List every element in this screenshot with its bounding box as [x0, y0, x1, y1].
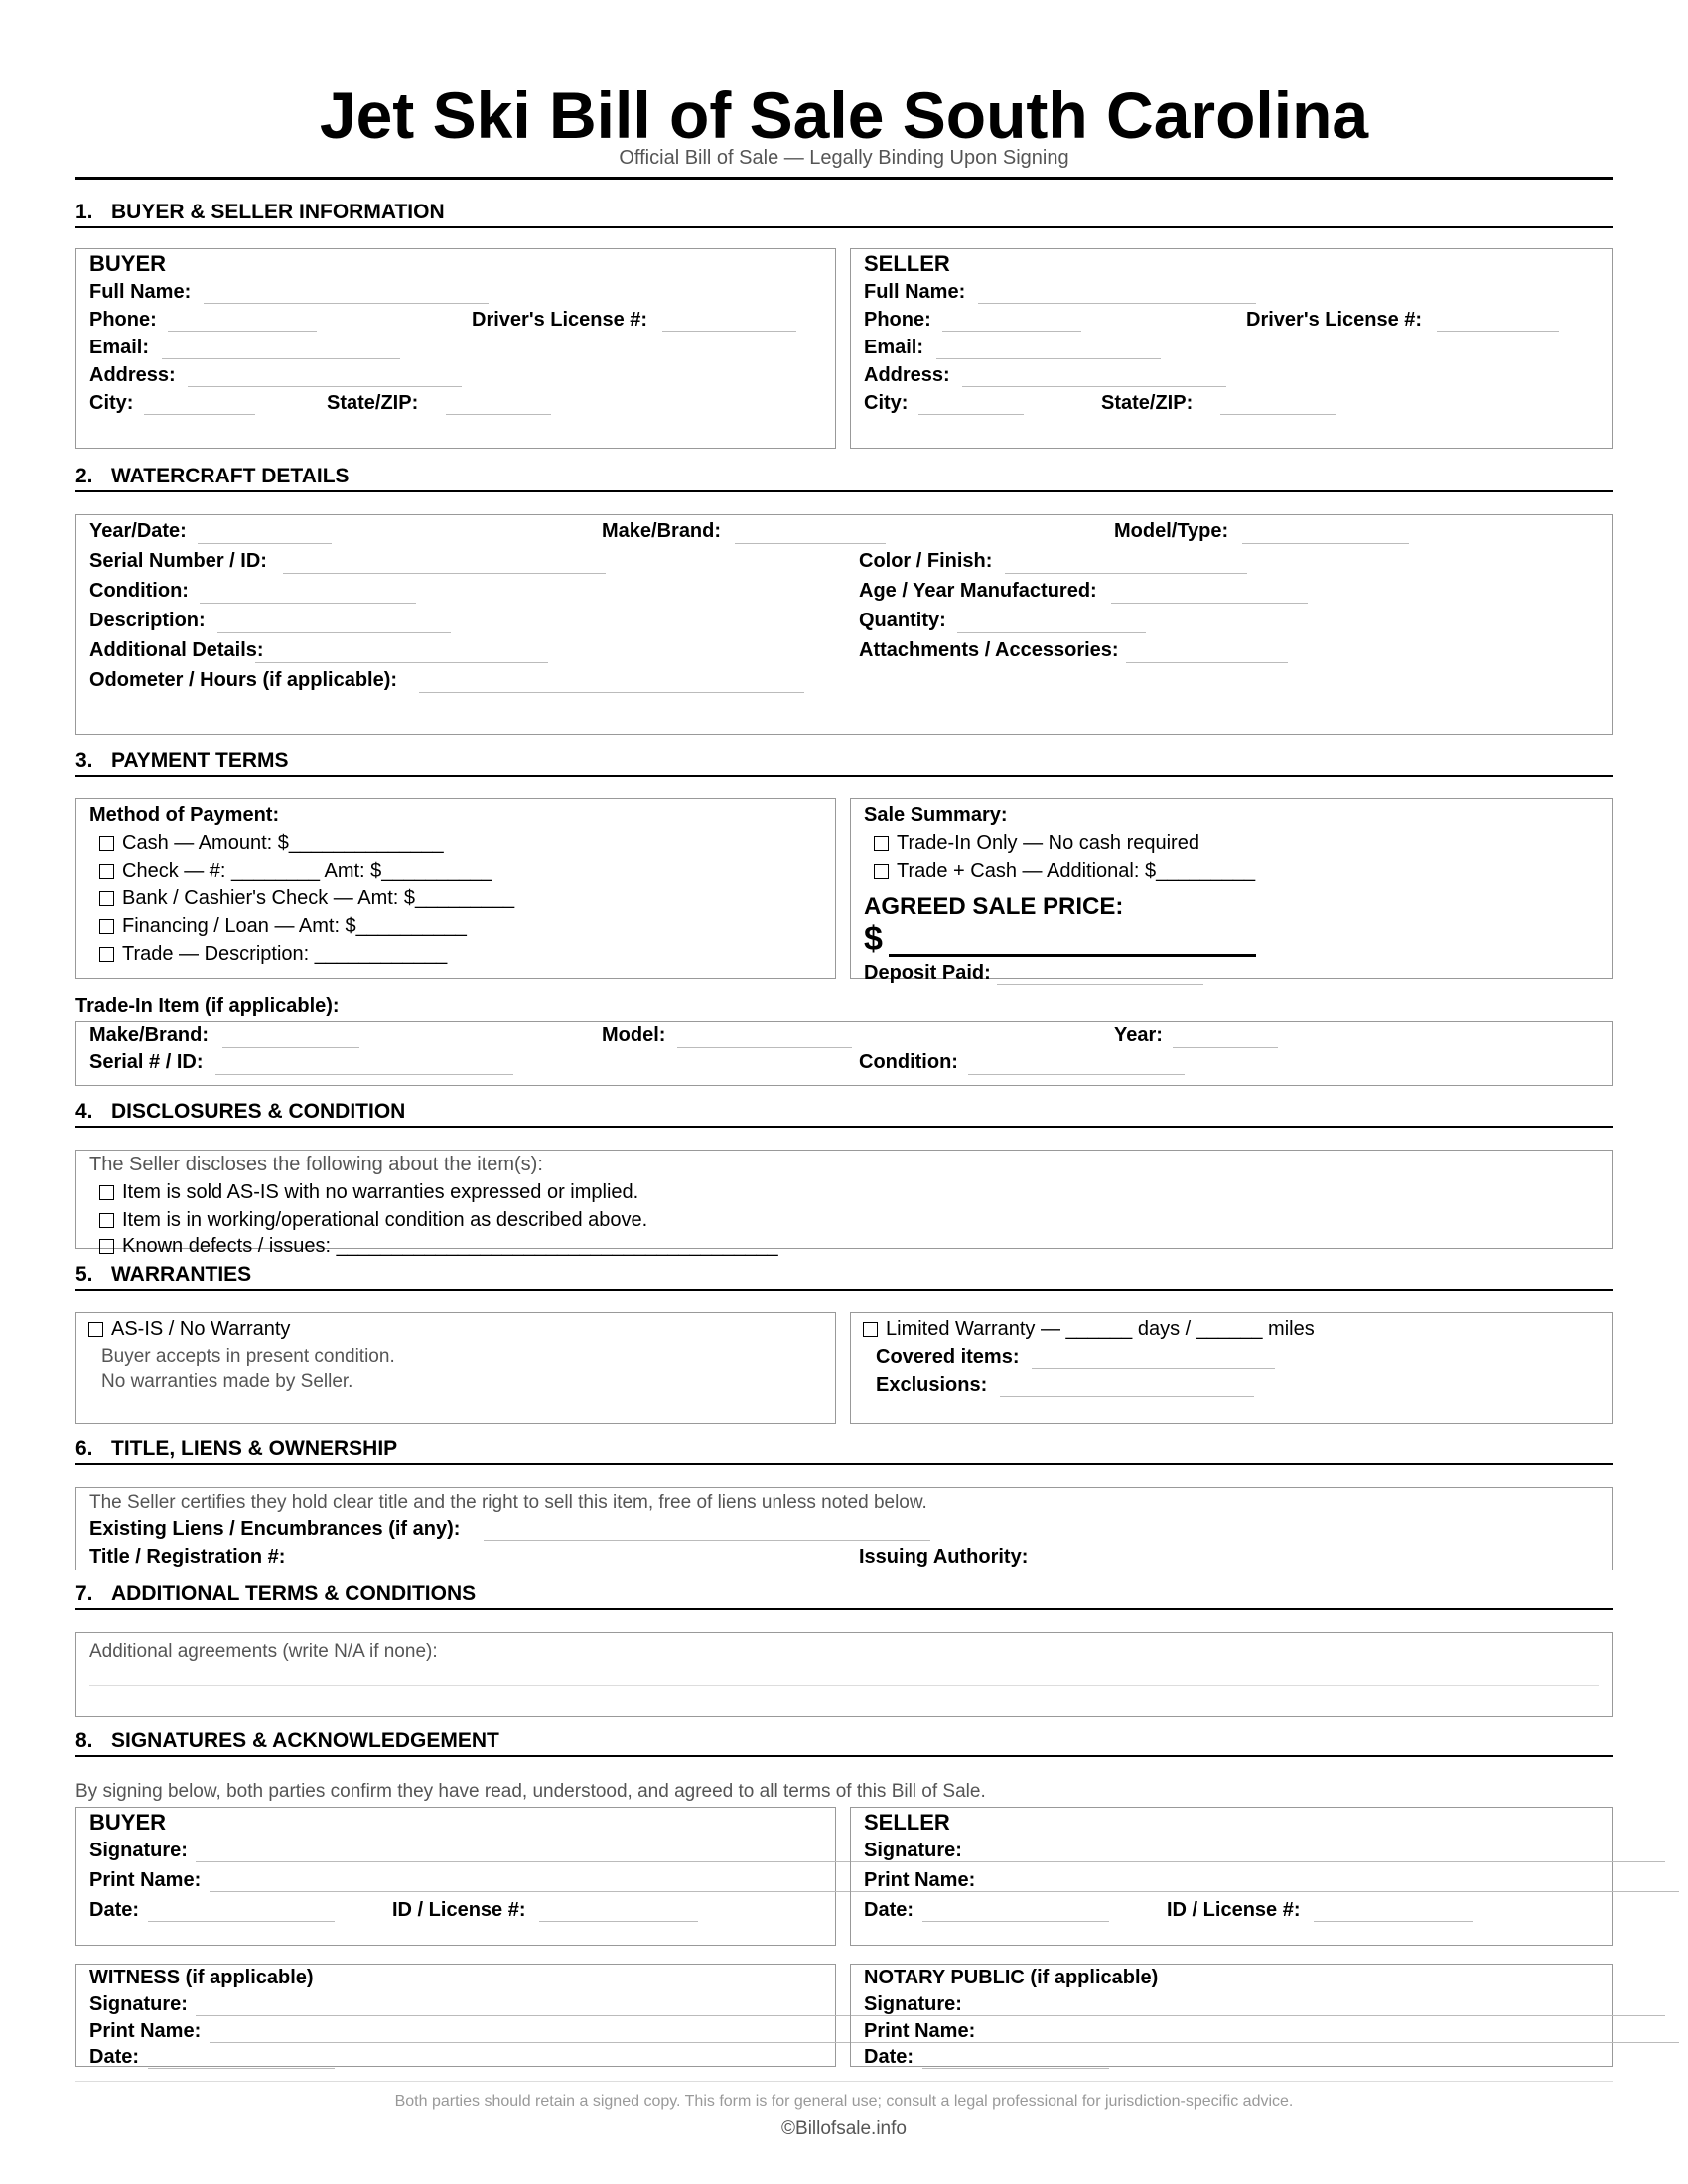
notary-box: [850, 1964, 1613, 2067]
buyer-phone-field[interactable]: [168, 331, 317, 332]
section-3-heading: 3. PAYMENT TERMS: [75, 750, 289, 772]
disclosures-box: [75, 1150, 1613, 1257]
color-field[interactable]: [1005, 573, 1247, 574]
as-is-note-2: No warranties made by Seller.: [101, 1371, 353, 1392]
seller-date-field[interactable]: [922, 1921, 1109, 1922]
buyer-id-label: ID / License #:: [392, 1899, 526, 1921]
checkbox-icon[interactable]: [99, 947, 114, 962]
trade-in-serial-label: Serial # / ID:: [89, 1051, 204, 1073]
checkbox-icon[interactable]: [874, 836, 889, 851]
deposit-paid-field[interactable]: [997, 984, 1203, 985]
quantity-field[interactable]: [957, 632, 1146, 633]
age-field[interactable]: [1111, 603, 1308, 604]
buyer-signature-box: [75, 1807, 836, 1946]
page-subtitle: Official Bill of Sale — Legally Binding Upon Signing: [619, 147, 1069, 169]
odometer-label: Odometer / Hours (if applicable):: [89, 669, 398, 691]
color-label: Color / Finish:: [859, 550, 993, 572]
seller-signature-field[interactable]: [970, 1861, 1665, 1862]
checkbox-icon[interactable]: [99, 1213, 114, 1228]
trade-in-condition-label: Condition:: [859, 1051, 958, 1073]
buyer-license-label: Driver's License #:: [472, 309, 648, 331]
year-label: Year/Date:: [89, 520, 187, 542]
description-field[interactable]: [217, 632, 451, 633]
buyer-city-label: City:: [89, 392, 134, 414]
checkbox-icon[interactable]: [99, 864, 114, 879]
trade-in-condition-field[interactable]: [968, 1074, 1185, 1075]
seller-state-zip-label: State/ZIP:: [1101, 392, 1194, 414]
serial-label: Serial Number / ID:: [89, 550, 267, 572]
witness-heading: WITNESS (if applicable): [89, 1967, 314, 1988]
footer-note: Both parties should retain a signed copy. This form is for general use; consult a legal professional for jurisdiction-specific advice.: [394, 2093, 1294, 2110]
seller-email-label: Email:: [864, 337, 924, 358]
as-is-note-1: Buyer accepts in present condition.: [101, 1346, 395, 1367]
buyer-address-label: Address:: [89, 364, 176, 386]
witness-signature-label: Signature:: [89, 1993, 188, 2015]
seller-signature-heading: SELLER: [864, 1810, 950, 1835]
working-condition-disclosure[interactable]: Item is in working/operational condition as described above.: [99, 1209, 647, 1232]
seller-city-label: City:: [864, 392, 909, 414]
section-5-divider: [75, 1289, 1613, 1291]
trade-in-make-field[interactable]: [222, 1047, 359, 1048]
section-4-divider: [75, 1126, 1613, 1128]
buyer-license-field[interactable]: [662, 331, 796, 332]
exclusions-field[interactable]: [1000, 1396, 1254, 1397]
payment-trade-option[interactable]: Trade — Description: ____________: [99, 943, 447, 966]
checkbox-icon[interactable]: [99, 919, 114, 934]
buyer-heading: BUYER: [89, 251, 167, 276]
make-label: Make/Brand:: [602, 520, 722, 542]
known-defects-disclosure[interactable]: Known defects / issues: ________________________________________: [99, 1235, 778, 1258]
buyer-address-field[interactable]: [188, 386, 462, 387]
exclusions-label: Exclusions:: [876, 1374, 988, 1396]
checkbox-icon[interactable]: [99, 891, 114, 906]
seller-full-name-field[interactable]: [978, 303, 1256, 304]
additional-details-label: Additional Details:: [89, 639, 264, 661]
additional-terms-prompt: Additional agreements (write N/A if none):: [89, 1641, 438, 1662]
buyer-email-field[interactable]: [162, 358, 400, 359]
buyer-date-field[interactable]: [148, 1921, 335, 1922]
agreed-sale-price-label: AGREED SALE PRICE:: [864, 893, 1124, 920]
buyer-city-field[interactable]: [144, 414, 255, 415]
dollar-sign: $: [864, 920, 883, 958]
quantity-label: Quantity:: [859, 610, 946, 631]
buyer-id-field[interactable]: [539, 1921, 698, 1922]
witness-print-name-label: Print Name:: [89, 2020, 202, 2042]
model-field[interactable]: [1242, 543, 1409, 544]
trade-in-model-label: Model:: [602, 1024, 666, 1046]
trade-in-only-option[interactable]: Trade-In Only — No cash required: [874, 832, 1199, 855]
condition-label: Condition:: [89, 580, 189, 602]
buyer-state-zip-field[interactable]: [446, 414, 551, 415]
title-divider: [75, 177, 1613, 180]
witness-box: [75, 1964, 836, 2067]
title-liens-box: [75, 1487, 1613, 1570]
trade-in-model-field[interactable]: [677, 1047, 852, 1048]
section-1-divider: [75, 226, 1613, 228]
notary-heading: NOTARY PUBLIC (if applicable): [864, 1967, 1159, 1988]
buyer-print-name-label: Print Name:: [89, 1869, 202, 1891]
description-label: Description:: [89, 610, 206, 631]
seller-date-label: Date:: [864, 1899, 914, 1921]
seller-info-box: [850, 248, 1613, 449]
checkbox-icon[interactable]: [99, 836, 114, 851]
liens-label: Existing Liens / Encumbrances (if any):: [89, 1518, 461, 1540]
deposit-paid-label: Deposit Paid:: [864, 962, 991, 984]
section-2-heading: 2. WATERCRAFT DETAILS: [75, 465, 350, 487]
additional-terms-field[interactable]: [89, 1685, 1599, 1686]
buyer-signature-label: Signature:: [89, 1840, 188, 1861]
buyer-signature-heading: BUYER: [89, 1810, 167, 1835]
section-5-heading: 5. WARRANTIES: [75, 1263, 252, 1286]
witness-date-field[interactable]: [148, 2068, 335, 2069]
agreed-sale-price-field[interactable]: [889, 954, 1256, 957]
liens-field[interactable]: [484, 1540, 930, 1541]
additional-terms-box: [75, 1632, 1613, 1717]
seller-phone-field[interactable]: [942, 331, 1081, 332]
section-6-heading: 6. TITLE, LIENS & OWNERSHIP: [75, 1437, 398, 1460]
footer-divider: [75, 2081, 1613, 2082]
checkbox-icon[interactable]: [88, 1322, 103, 1337]
section-2-divider: [75, 490, 1613, 492]
section-7-heading: 7. ADDITIONAL TERMS & CONDITIONS: [75, 1582, 477, 1605]
buyer-date-label: Date:: [89, 1899, 140, 1921]
buyer-full-name-field[interactable]: [204, 303, 489, 304]
seller-print-name-label: Print Name:: [864, 1869, 976, 1891]
attachments-label: Attachments / Accessories:: [859, 639, 1119, 661]
seller-address-field[interactable]: [962, 386, 1226, 387]
seller-city-field[interactable]: [918, 414, 1024, 415]
payment-bank-option[interactable]: Bank / Cashier's Check — Amt: $_________: [99, 887, 514, 910]
witness-date-label: Date:: [89, 2046, 140, 2068]
checkbox-icon[interactable]: [99, 1239, 114, 1254]
payment-method-box: [75, 798, 836, 979]
seller-address-label: Address:: [864, 364, 950, 386]
notary-date-field[interactable]: [922, 2068, 1109, 2069]
title-certification-text: The Seller certifies they hold clear title and the right to sell this item, free of liens unless noted below.: [89, 1492, 927, 1513]
buyer-email-label: Email:: [89, 337, 150, 358]
seller-id-field[interactable]: [1314, 1921, 1473, 1922]
seller-signature-label: Signature:: [864, 1840, 962, 1861]
buyer-info-box: [75, 248, 836, 449]
trade-in-year-label: Year:: [1114, 1024, 1163, 1046]
trade-in-make-label: Make/Brand:: [89, 1024, 210, 1046]
sale-summary-heading: Sale Summary:: [864, 804, 1008, 826]
page-title: Jet Ski Bill of Sale South Carolina: [319, 78, 1369, 152]
seller-state-zip-field[interactable]: [1220, 414, 1336, 415]
trade-in-heading: Trade-In Item (if applicable):: [75, 995, 340, 1017]
seller-phone-label: Phone:: [864, 309, 931, 331]
watercraft-details-box: [75, 514, 1613, 735]
title-registration-label: Title / Registration #:: [89, 1546, 286, 1568]
additional-details-field[interactable]: [255, 662, 548, 663]
seller-heading: SELLER: [864, 251, 950, 276]
payment-cash-option[interactable]: Cash — Amount: $______________: [99, 832, 444, 855]
seller-license-label: Driver's License #:: [1246, 309, 1423, 331]
as-is-disclosure[interactable]: Item is sold AS-IS with no warranties expressed or implied.: [99, 1181, 638, 1204]
section-8-divider: [75, 1755, 1613, 1757]
condition-field[interactable]: [200, 603, 416, 604]
limited-warranty-option[interactable]: Limited Warranty — ______ days / ______ miles: [863, 1318, 1315, 1341]
issuing-authority-label: Issuing Authority:: [859, 1546, 1029, 1568]
seller-signature-box: [850, 1807, 1613, 1946]
payment-method-heading: Method of Payment:: [89, 804, 280, 826]
limited-warranty-box: [850, 1312, 1613, 1424]
trade-in-serial-field[interactable]: [215, 1074, 513, 1075]
trade-in-box: [75, 1021, 1613, 1086]
buyer-phone-label: Phone:: [89, 309, 157, 331]
buyer-state-zip-label: State/ZIP:: [327, 392, 419, 414]
seller-full-name-label: Full Name:: [864, 281, 966, 303]
section-3-divider: [75, 775, 1613, 777]
seller-print-name-field[interactable]: [984, 1891, 1679, 1892]
sale-summary-box: [850, 798, 1613, 984]
attachments-field[interactable]: [1126, 662, 1288, 663]
covered-items-label: Covered items:: [876, 1346, 1020, 1368]
disclosures-intro: The Seller discloses the following about the item(s):: [89, 1154, 543, 1175]
checkbox-icon[interactable]: [99, 1185, 114, 1200]
signatures-intro: By signing below, both parties confirm they have read, understood, and agreed to all terms of this Bill of Sale.: [75, 1781, 986, 1802]
year-field[interactable]: [198, 543, 332, 544]
section-7-divider: [75, 1608, 1613, 1610]
section-1-heading: 1. BUYER & SELLER INFORMATION: [75, 201, 445, 223]
make-field[interactable]: [735, 543, 886, 544]
seller-id-label: ID / License #:: [1167, 1899, 1301, 1921]
seller-license-field[interactable]: [1437, 331, 1559, 332]
notary-print-name-label: Print Name:: [864, 2020, 976, 2042]
trade-in-year-field[interactable]: [1173, 1047, 1278, 1048]
section-8-heading: 8. SIGNATURES & ACKNOWLEDGEMENT: [75, 1729, 499, 1752]
payment-check-option[interactable]: Check — #: ________ Amt: $__________: [99, 860, 492, 883]
serial-field[interactable]: [283, 573, 606, 574]
age-label: Age / Year Manufactured:: [859, 580, 1097, 602]
notary-print-name-field[interactable]: [984, 2042, 1679, 2043]
checkbox-icon[interactable]: [863, 1322, 878, 1337]
model-label: Model/Type:: [1114, 520, 1229, 542]
footer-brand: ©Billofsale.info: [781, 2118, 907, 2139]
notary-signature-label: Signature:: [864, 1993, 962, 2015]
notary-date-label: Date:: [864, 2046, 914, 2068]
as-is-warranty-option[interactable]: AS-IS / No Warranty: [88, 1318, 290, 1341]
as-is-warranty-box: [75, 1312, 836, 1424]
checkbox-icon[interactable]: [874, 864, 889, 879]
trade-plus-cash-option[interactable]: Trade + Cash — Additional: $_________: [874, 860, 1255, 883]
buyer-full-name-label: Full Name:: [89, 281, 192, 303]
payment-financing-option[interactable]: Financing / Loan — Amt: $__________: [99, 915, 467, 938]
covered-items-field[interactable]: [1032, 1368, 1275, 1369]
section-4-heading: 4. DISCLOSURES & CONDITION: [75, 1100, 406, 1123]
seller-email-field[interactable]: [936, 358, 1161, 359]
notary-signature-field[interactable]: [970, 2015, 1665, 2016]
section-6-divider: [75, 1463, 1613, 1465]
odometer-field[interactable]: [419, 692, 804, 693]
